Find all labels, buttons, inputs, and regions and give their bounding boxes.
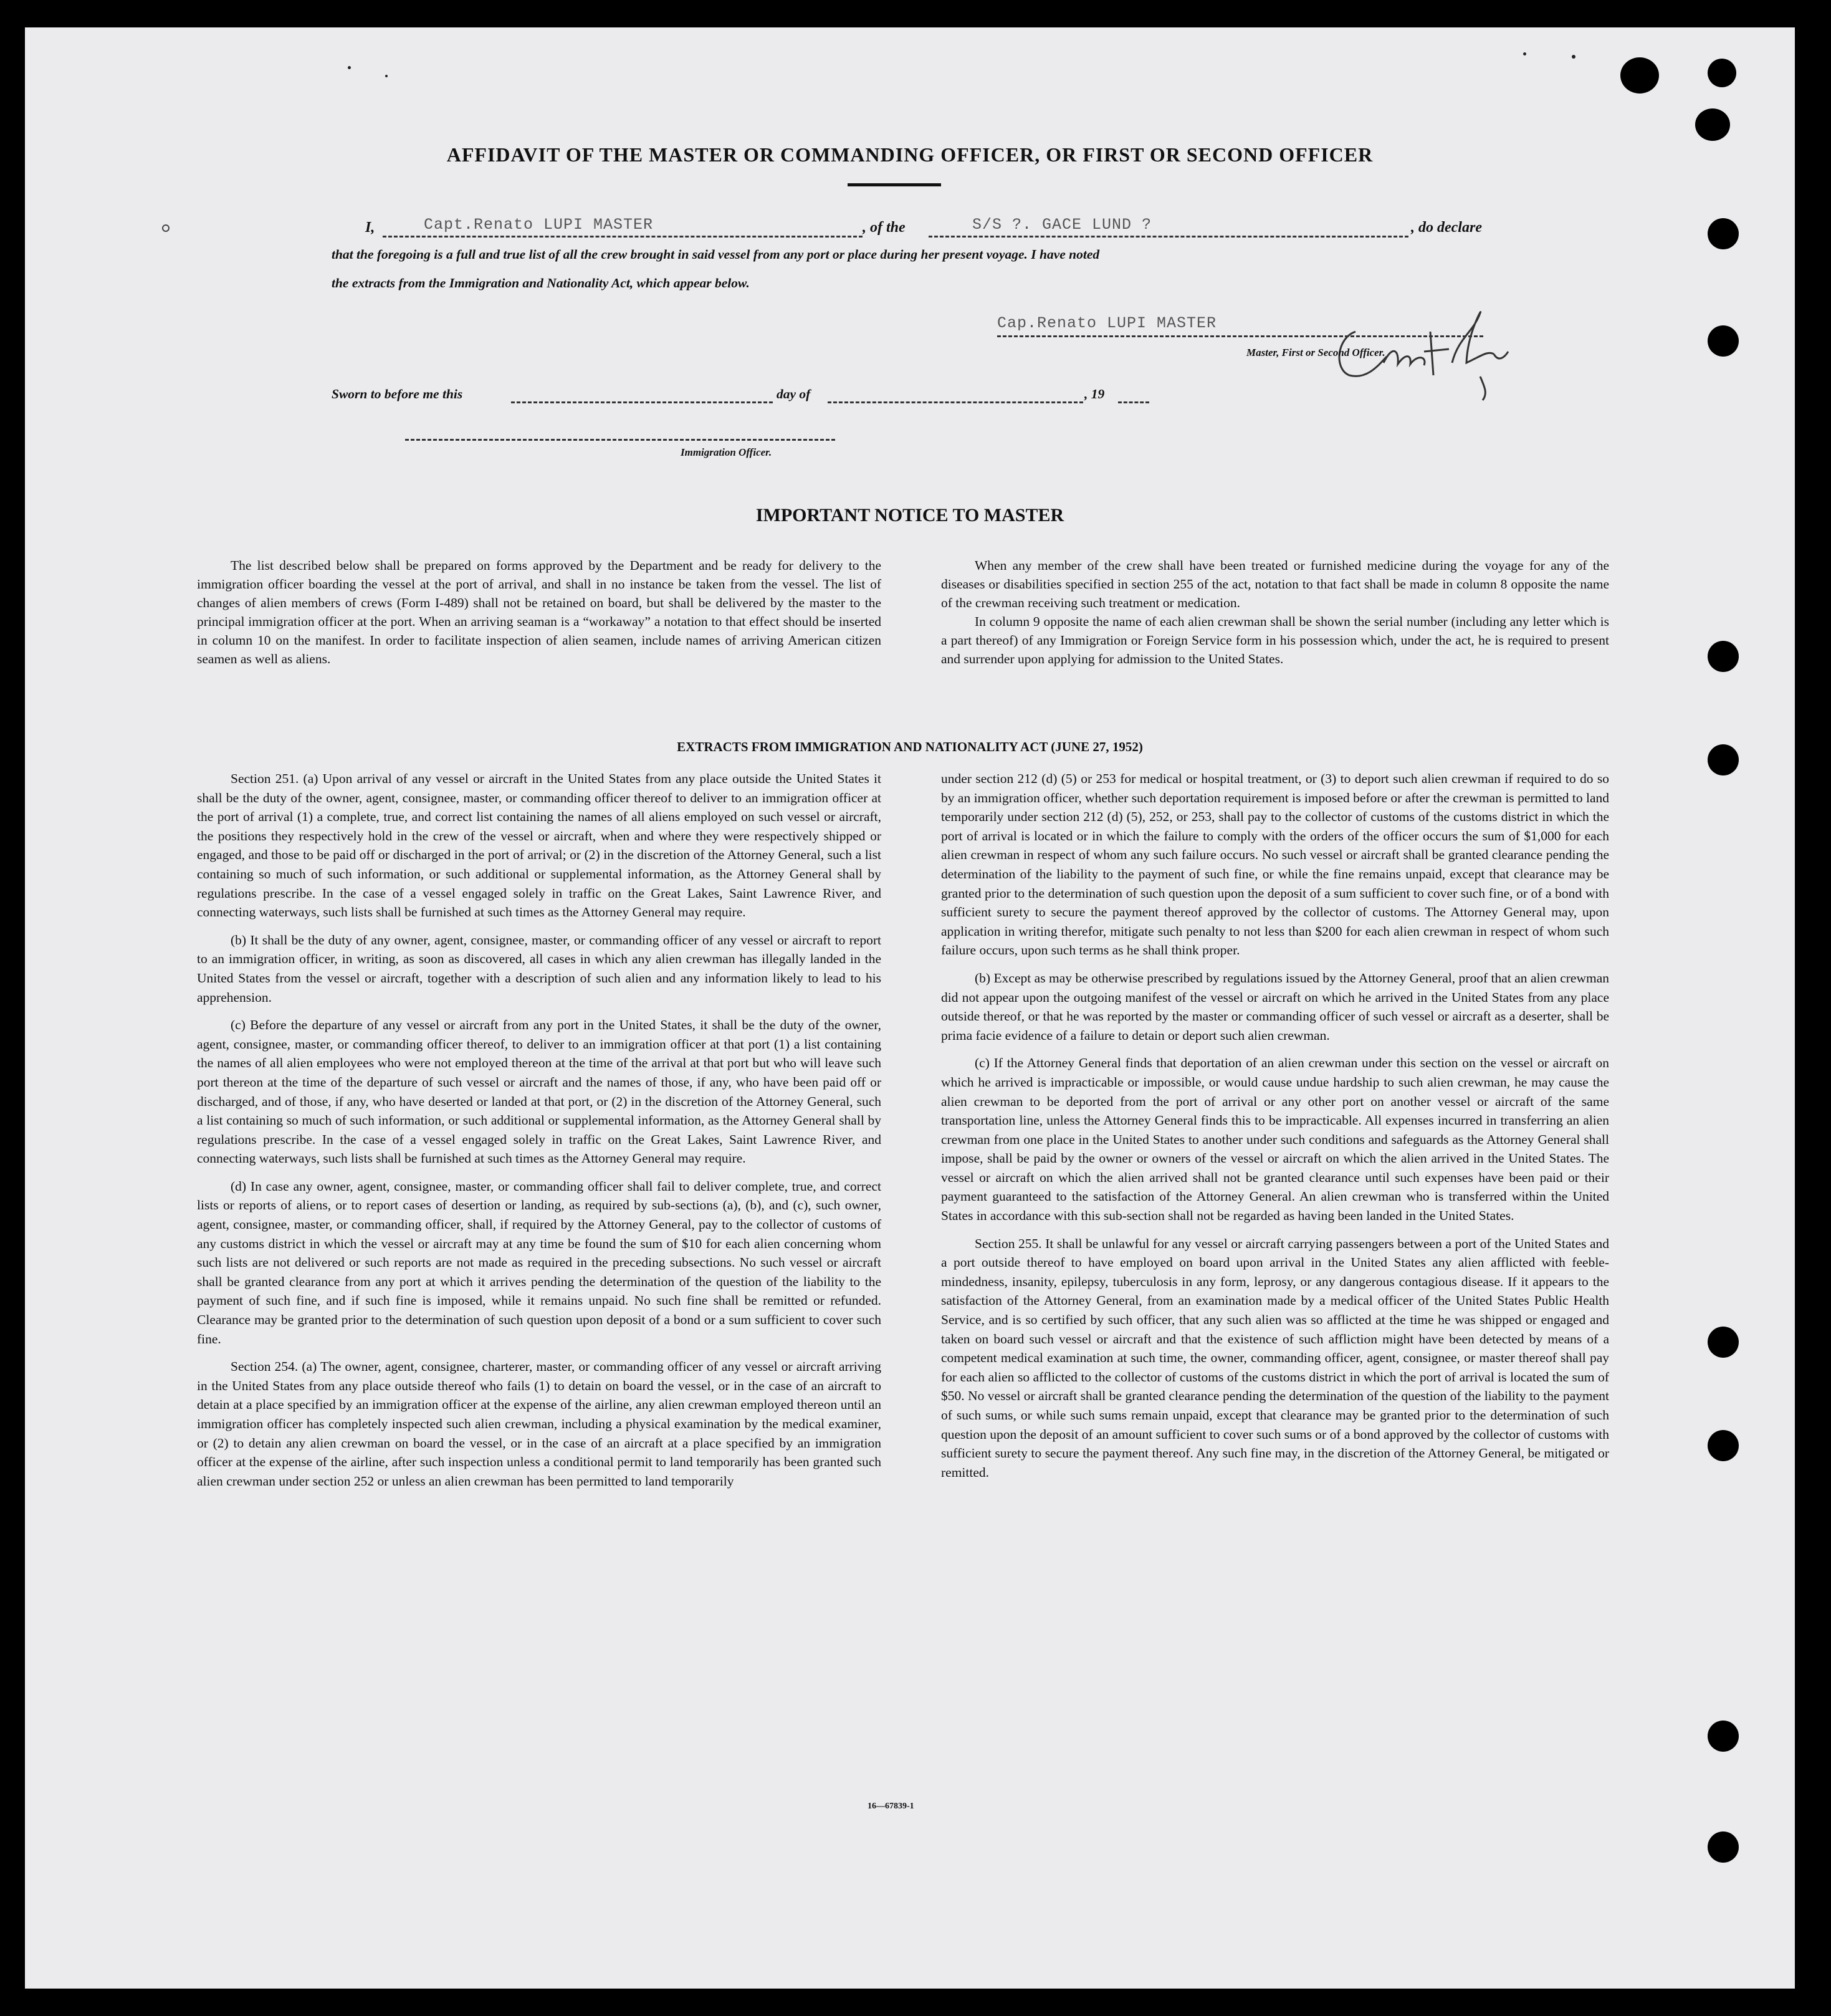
affidavit-statement-line1: that the foregoing is a full and true list of all the crew brought in said vessel from any port or place during her present voyage. I have noted bbox=[332, 247, 1100, 262]
affidavit-title: AFFIDAVIT OF THE MASTER OR COMMANDING OFFICER, OR FIRST OR SECOND OFFICER bbox=[446, 143, 1374, 166]
vessel-fill-line bbox=[929, 236, 1408, 238]
name-fill-line bbox=[383, 236, 863, 238]
punch-hole bbox=[1708, 59, 1736, 87]
extract-paragraph: (d) In case any owner, agent, consignee, master, or commanding officer shall fail to deliver complete, true, and correct lists or reports of aliens, or to report cases of desertion or landing, as required by sub-sections (a), (b), and (c), such owner, agent, consignee, master, or commanding officer, shall, if required by the Attorney General, pay to the collector of customs of any customs district in which the vessel or aircraft may at any time be found the sum of $10 for each alien concerning whom such lists are not delivered or such reports are not made as required in the preceding subsections. No such vessel or aircraft shall be granted clearance from any port at which it arrives pending the determination of the question of the liability to the payment of such fine, and if such fine is imposed, while it remains unpaid. No such fine shall be remitted or refunded. Clearance may be granted prior to the determination of such question upon deposit of a bond or a sum sufficient to cover such fine. bbox=[197, 1178, 881, 1346]
punch-hole bbox=[1708, 1721, 1739, 1752]
extract-paragraph: (b) Except as may be otherwise prescribed by regulations issued by the Attorney General, proof that an alien crewman did not appear upon the outgoing manifest of the vessel or aircraft on which he arrived in the United States from any place outside thereof, or that he was reported by the master or commanding officer of such vessel or aircraft as a deserter, shall be prima facie evidence of a failure to detain or deport such alien crewman. bbox=[941, 970, 1609, 1043]
extracts-left-column bbox=[197, 769, 881, 1490]
punch-hole bbox=[1708, 1831, 1739, 1863]
notice-right-paragraph-2: In column 9 opposite the name of each alien crewman shall be shown the serial number (including any letter which is a part thereof) of any Immigration or Foreign Service form in his possession which, under the act, he is required to present and surrender upon applying for admission to the United States. bbox=[941, 614, 1609, 666]
speck bbox=[162, 224, 170, 232]
punch-hole bbox=[1708, 641, 1739, 672]
affidavit-of-label: , of the bbox=[863, 219, 906, 236]
speck bbox=[348, 66, 351, 69]
extracts-right-column bbox=[941, 769, 1609, 1482]
extract-paragraph: under section 212 (d) (5) or 253 for medical or hospital treatment, or (3) to deport such alien crewman if required to do so by an immigration officer, whether such deportation requirement is imposed before or after the crewman is permitted to land temporarily under section 212 (d) (5), 252, or 253, shall pay to the collector of customs of the customs district in which the port of arrival is located or in which the failure to comply with the orders of the officer occurs the sum of $1,000 for each alien crewman in respect of whom any such failure occurs. No such vessel or aircraft shall be granted clearance pending the determination of the liability to the payment of such fine, or while the fine remains unpaid, except that clearance may be granted prior to the determination of such question upon the deposit of a sum sufficient to cover such fine, or of a bond with sufficient surety to secure the payment thereof approved by the collector of customs. The Attorney General may, upon application in writing therefor, mitigate such penalty to not less than $200 for each alien crewman in respect of whom such failure occurs, upon such terms as he shall think proper. bbox=[941, 771, 1609, 958]
form-number: 16—67839-1 bbox=[868, 1802, 914, 1811]
signer-caption: Master, First or Second Officer. bbox=[1246, 347, 1385, 358]
notice-title: IMPORTANT NOTICE TO MASTER bbox=[755, 505, 1064, 526]
officer-caption: Immigration Officer. bbox=[681, 446, 772, 458]
vessel-name-typed: S/S ?. GACE LUND ? bbox=[972, 216, 1152, 234]
master-name-typed: Capt.Renato LUPI MASTER bbox=[424, 216, 654, 234]
signer-typed: Cap.Renato LUPI MASTER bbox=[997, 314, 1217, 332]
punch-hole bbox=[1708, 325, 1739, 357]
punch-hole bbox=[1708, 218, 1739, 249]
notice-right-paragraph-1: When any member of the crew shall have been treated or furnished medicine during the voyage for any of the diseases or disabilities specified in section 255 of the act, notation to that fact shall be made in column 8 opposite the name of the crewman receiving such treatment or medication. bbox=[941, 558, 1609, 610]
year-line bbox=[1118, 401, 1149, 403]
punch-hole bbox=[1695, 108, 1730, 141]
extracts-title: EXTRACTS FROM IMMIGRATION AND NATIONALITY ACT (JUNE 27, 1952) bbox=[677, 739, 1143, 754]
sworn-day-line bbox=[511, 401, 773, 403]
affidavit-declare-label: , do declare bbox=[1411, 219, 1482, 236]
notice-left-paragraph: The list described below shall be prepared on forms approved by the Department and be ready for delivery to the immigration officer boarding the vessel at the port of arrival, and shall in no instance be taken from the vessel. The list of changes of alien members of crews (Form I-489) shall not be retained on board, but shall be delivered by the master to the principal immigration officer at the port. When an arriving seaman is a “workaway” a notation to that effect should be inserted in column 10 on the manifest. In order to facilitate inspection of alien seamen, include names of arriving American citizen seamen as well as aliens. bbox=[197, 558, 881, 666]
notice-left-column bbox=[197, 556, 881, 668]
title-underline bbox=[848, 183, 941, 186]
document-page bbox=[25, 27, 1795, 1989]
extract-paragraph: Section 254. (a) The owner, agent, consignee, charterer, master, or commanding officer of any vessel or aircraft arriving in the United States from any place outside thereof who fails (1) to detain on board the vessel, or in the case of an aircraft to detain at a place specified by an immigration officer at the expense of the airline, any alien crewman employed thereon until an immigration officer has completely inspected such alien crewman, including a physical examination by the medical examiner, or (2) to detain any alien crewman on board the vessel, or in the case of an aircraft at a place specified by an immigration officer at the expense of the airline, after such inspection unless a conditional permit to land temporarily has been granted such alien crewman under section 252 or unless an alien crewman has been permitted to land temporarily bbox=[197, 1359, 881, 1489]
sworn-month-line bbox=[828, 401, 1083, 403]
extract-paragraph: Section 251. (a) Upon arrival of any vessel or aircraft in the United States from any place outside the United States it shall be the duty of the owner, agent, consignee, master, or commanding officer thereof to deliver to an immigration officer at the port of arrival (1) a complete, true, and correct list containing the names of all aliens employed on such vessel or aircraft, the positions they respectively hold in the crew of the vessel or aircraft, when and where they were respectively shipped or engaged, and those to be paid off or discharged in the port of arrival; or (2) in the discretion of the Attorney General, such a list containing so much of such information, or such additional or supplemental information, as the Attorney General shall by regulations prescribe. In the case of a vessel engaged solely in traffic on the Great Lakes, Saint Lawrence River, and connecting waterways, such lists shall be furnished at such times as the Attorney General may require. bbox=[197, 771, 881, 920]
extract-paragraph: Section 255. It shall be unlawful for any vessel or aircraft carrying passengers between a port of the United States and a port outside thereof to have employed on board upon arrival in the United States any alien afflicted with feeble-mindedness, insanity, epilepsy, tuberculosis in any form, leprosy, or any dangerous contagious disease. If it appears to the satisfaction of the Attorney General, from an examination made by a medical officer of the United States Public Health Service, and is so certified by such officer, that any such alien was so afflicted at the time he was shipped or engaged and taken on board such vessel or aircraft and that the existence of such affliction might have been detected by means of a competent medical examination at such time, the owner, commanding officer, agent, consignee, or master thereof shall pay for each alien so afflicted to the collector of customs of the customs district in which the port of arrival is located the sum of $50. No vessel or aircraft shall be granted clearance pending the determination of the question of the liability to the payment of such sums, or while such sums remain unpaid, except that clearance may be granted prior to the determination of such question upon the deposit of an amount sufficient to cover such sums or of a bond approved by the collector of customs with sufficient surety to secure the payment thereof. Any such fine may, in the discretion of the Attorney General, be mitigated or remitted. bbox=[941, 1236, 1609, 1480]
year-label: , 19 bbox=[1084, 386, 1105, 401]
day-of-label: day of bbox=[777, 386, 811, 401]
punch-hole bbox=[1708, 1430, 1739, 1461]
notice-right-column bbox=[941, 556, 1609, 668]
speck bbox=[1572, 55, 1575, 59]
punch-hole bbox=[1620, 57, 1659, 94]
extract-paragraph: (c) If the Attorney General finds that deportation of an alien crewman under this section on the vessel or aircraft on which he arrived is impracticable or impossible, or would cause undue hardship to such alien crewman, he may cause the alien crewman to be deported from the port of arrival or any other port on another vessel or aircraft of the same transportation line, unless the Attorney General finds this to be impracticable. All expenses incurred in transferring an alien crewman from one place in the United States to another under such conditions and safeguards as the Attorney General shall impose, shall be paid by the owner or owners of the vessel or aircraft on which the alien arrived in the United States. The vessel or aircraft on which the alien arrived shall not be granted clearance until such expenses have been paid or their payment guaranteed to the satisfaction of the Attorney General. An alien crewman who is transferred within the United States in accordance with this sub-section shall not be regarded as having been landed in the United States. bbox=[941, 1055, 1609, 1224]
punch-hole bbox=[1708, 1327, 1739, 1358]
extract-paragraph: (b) It shall be the duty of any owner, agent, consignee, master, or commanding officer of any vessel or aircraft to report to an immigration officer, in writing, as soon as discovered, all cases in which any alien crewman has illegally landed in the United States from the vessel or aircraft, together with a description of such alien and any information likely to lead to his apprehension. bbox=[197, 932, 881, 1005]
speck bbox=[1523, 52, 1526, 55]
officer-sign-line bbox=[405, 439, 835, 441]
affidavit-statement-line2: the extracts from the Immigration and Nationality Act, which appear below. bbox=[332, 276, 750, 290]
affidavit-i-label: I, bbox=[365, 219, 375, 236]
extract-paragraph: (c) Before the departure of any vessel or aircraft from any port in the United States, it shall be the duty of the owner, agent, consignee, master, or commanding officer thereof, to deliver to an immigration officer at that port (1) a list containing the names of all alien employees who were not employed thereon at the time of the arrival at that port but who will leave such port thereon at the time of the departure of such vessel or aircraft and the names of those, if any, who have been paid off or discharged, and of those, if any, who have deserted or landed at that port, or (2) in the discretion of the Attorney General, such a list containing so much of such information, or such additional or supplemental information, as the Attorney General shall by regulations prescribe. In the case of a vessel engaged solely in traffic on the Great Lakes, Saint Lawrence River, and connecting waterways, such lists shall be furnished at such times as the Attorney General may require. bbox=[197, 1017, 881, 1166]
speck bbox=[385, 75, 388, 77]
sworn-label: Sworn to before me this bbox=[332, 386, 463, 401]
